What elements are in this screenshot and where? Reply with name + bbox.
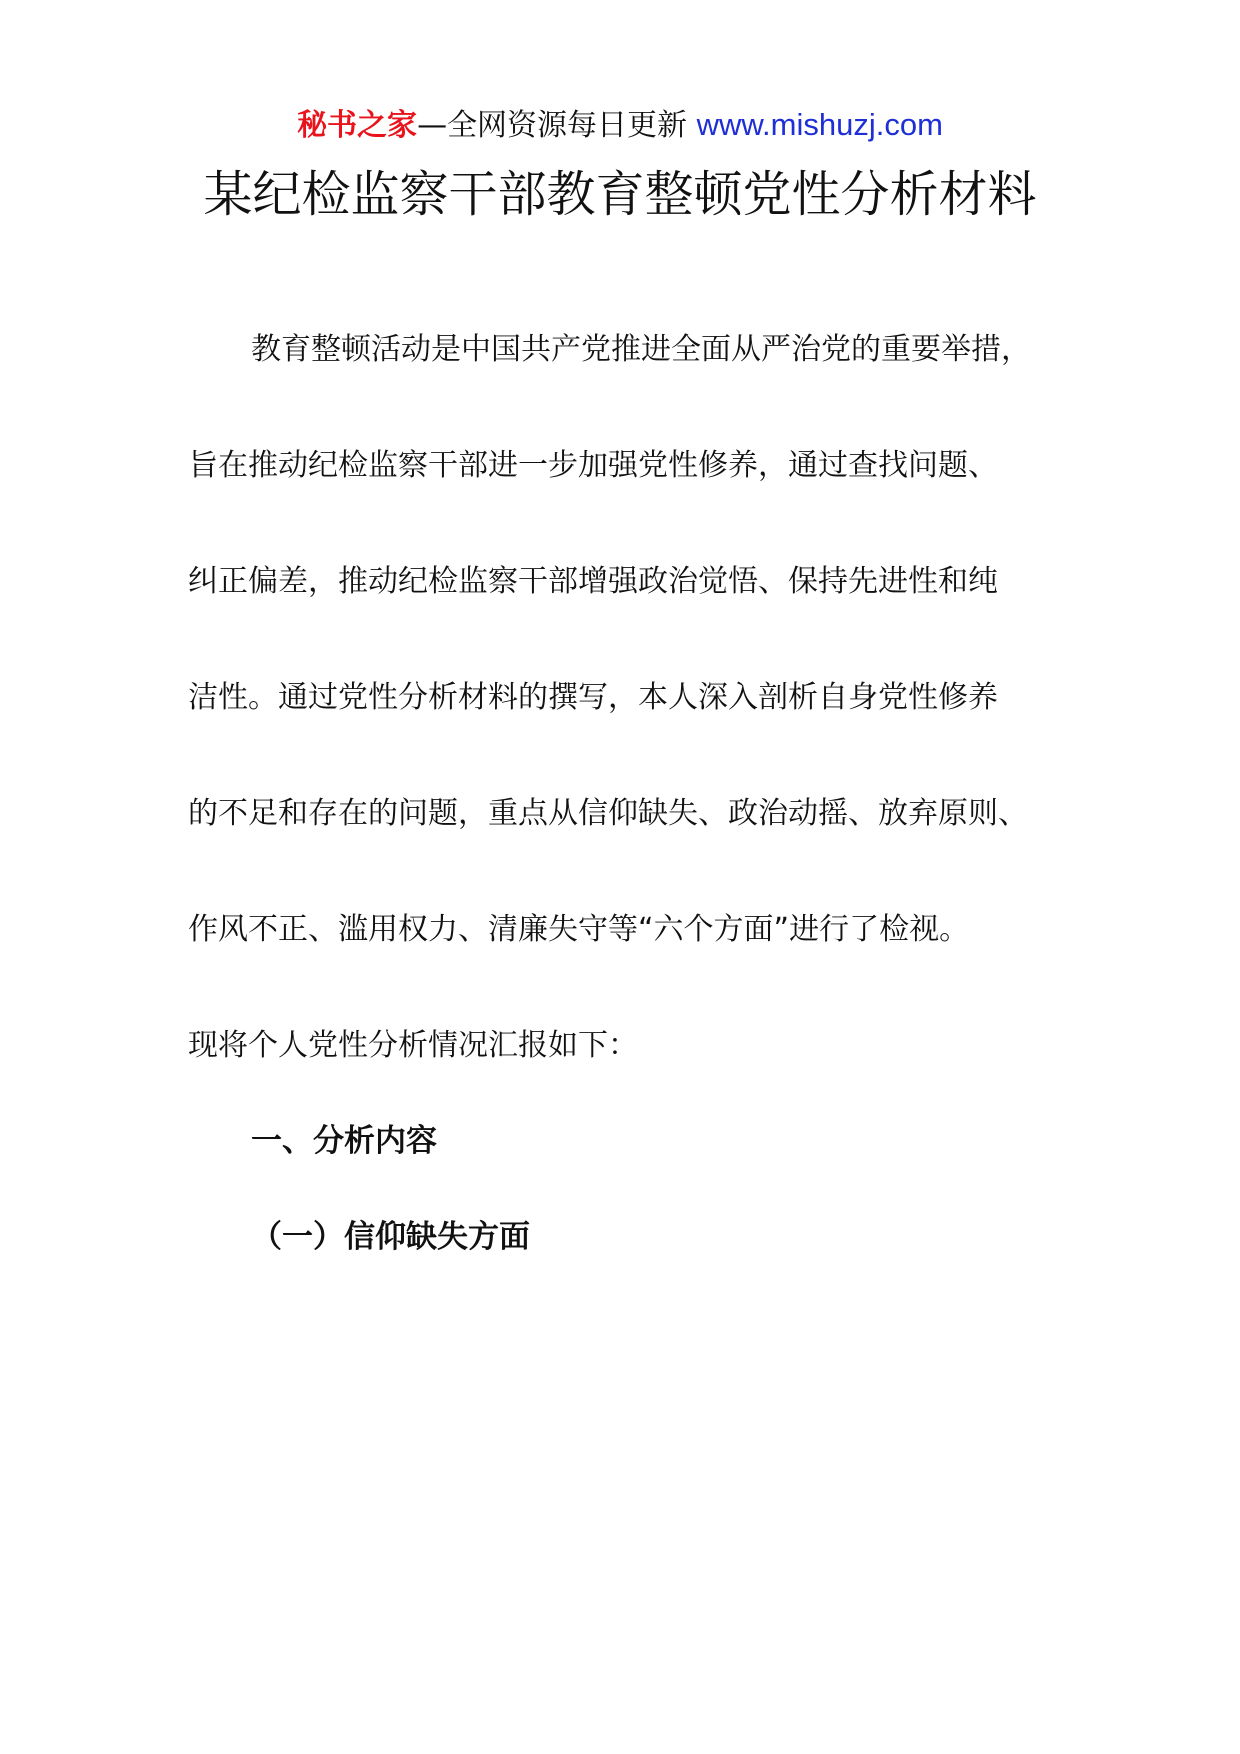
paragraph-line-3: 纠正偏差，推动纪检监察干部增强政治觉悟、保持先进性和纯 — [188, 564, 998, 599]
site-banner — [0, 100, 1240, 151]
subsection-heading: （一）信仰缺失方面 — [251, 1219, 530, 1255]
brand-name: 秘书之家 — [297, 108, 418, 143]
paragraph-line-1: 教育整顿活动是中国共产党推进全面从严治党的重要举措， — [251, 332, 1031, 367]
paragraph-line-5: 的不足和存在的问题，重点从信仰缺失、政治动摇、放弃原则、 — [188, 796, 1028, 831]
paragraph-line-4: 洁性。通过党性分析材料的撰写，本人深入剖析自身党性修养 — [188, 680, 998, 715]
document-title: 某纪检监察干部教育整顿党性分析材料 — [203, 166, 1037, 223]
paragraph-line-6: 作风不正、滥用权力、清廉失守等“六个方面”进行了检视。 — [188, 912, 970, 947]
paragraph-line-2: 旨在推动纪检监察干部进一步加强党性修养，通过查找问题、 — [188, 448, 998, 483]
paragraph-line-7: 现将个人党性分析情况汇报如下： — [188, 1028, 638, 1063]
section-heading: 一、分析内容 — [251, 1123, 437, 1159]
site-url-link[interactable]: www.mishuzj.com — [696, 107, 943, 142]
banner-slogan: —全网资源每日更新 — [417, 108, 688, 143]
